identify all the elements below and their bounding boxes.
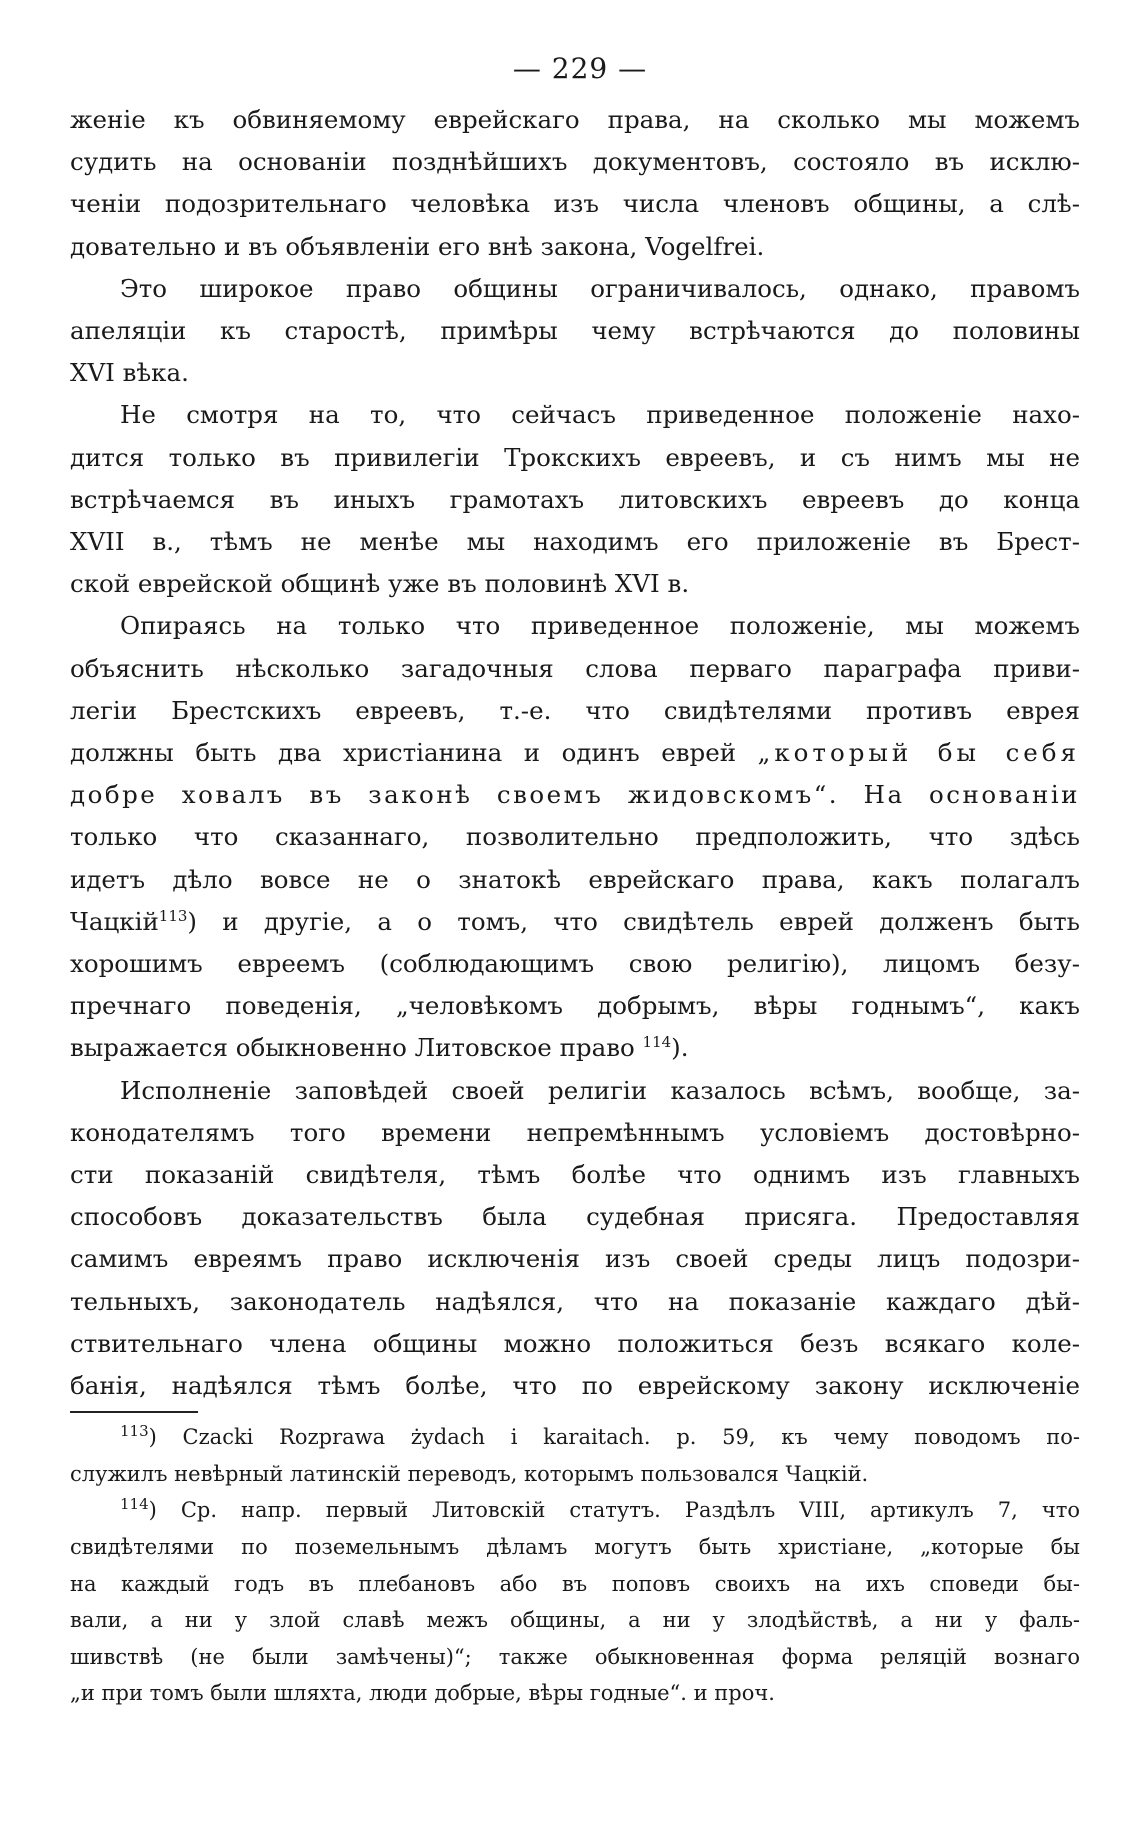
paragraph-5 — [70, 1070, 1080, 1408]
text-line: объяснить нѣсколько загадочныя слова перваго параграфа приви- — [70, 653, 1080, 683]
footnote-ref-114[interactable]: 114 — [642, 1033, 672, 1052]
text-line: сти показаній свидѣтеля, тѣмъ болѣе что однимъ изъ главныхъ — [70, 1160, 1080, 1190]
footnote-line — [70, 1419, 1080, 1456]
text-line: самимъ евреямъ право исключенія изъ своей среды лицъ подозри- — [70, 1244, 1080, 1274]
text-line: тельныхъ, законодатель надѣялся, что на показаніе каждаго дѣй- — [70, 1286, 1080, 1316]
footnote-line: на каждый годъ въ плебановъ або въ поповъ своихъ на ихъ споведи бы- — [70, 1571, 1080, 1596]
document-page — [70, 52, 1080, 1712]
text-line: пречнаго поведенія, „человѣкомъ добрымъ, вѣры годнымъ“, какъ — [70, 991, 1080, 1021]
text-segment: ). — [671, 1033, 689, 1063]
footnote-113 — [70, 1419, 1080, 1492]
text-line-with-footnote — [70, 1027, 1080, 1069]
text-line: ской еврейской общинѣ уже въ половинѣ XVI в. — [70, 569, 690, 599]
text-segment: должны быть два христіанина и одинъ еврей — [70, 738, 737, 768]
text-line: встрѣчаемся въ иныхъ грамотахъ литовскихъ евреевъ до конца — [70, 484, 1080, 514]
footnote-line: свидѣтелями по поземельнымъ дѣламъ могутъ быть христіане, „которые бы — [70, 1535, 1080, 1560]
text-segment: ) Ср. напр. первый Литовскій статутъ. Раздѣлъ VIII, артикулъ 7, что — [148, 1498, 1080, 1523]
text-line-with-quote — [70, 732, 1080, 774]
main-text — [70, 99, 1080, 1407]
text-line: только что сказаннаго, позволительно предположить, что здѣсь — [70, 822, 1080, 852]
text-segment: выражается обыкновенно Литовское право — [70, 1033, 635, 1063]
footnote-number: 114 — [120, 1495, 149, 1514]
text-line: легіи Брестскихъ евреевъ, т.-е. что свидѣтелями противъ еврея — [70, 695, 1080, 725]
text-line: апеляціи къ старостѣ, примѣры чему встрѣчаются до половины — [70, 316, 1080, 346]
paragraph-4 — [70, 605, 1080, 1069]
text-segment: ) и другіе, а о томъ, что свидѣтель еврей долженъ быть — [187, 906, 1080, 936]
footnote-line — [70, 1492, 1080, 1529]
footnote-line: вали, а ни у злой славѣ межъ общины, а ни у злодѣйствѣ, а ни у фаль- — [70, 1608, 1080, 1633]
text-line: добре ховалъ въ законѣ своемъ жидовскомъ“. На основаніи — [70, 780, 1080, 810]
paragraph-2 — [70, 268, 1080, 395]
text-line: идетъ дѣло вовсе не о знатокѣ еврейскаго права, какъ полагалъ — [70, 864, 1080, 894]
text-line-with-footnote — [70, 901, 1080, 943]
text-line: судить на основаніи позднѣйшихъ документовъ, состояло въ исклю- — [70, 147, 1080, 177]
footnote-line: служилъ невѣрный латинскій переводъ, которымъ пользовался Чацкій. — [70, 1461, 869, 1486]
text-line: дится только въ привилегіи Трокскихъ евреевъ, и съ нимъ мы не — [70, 442, 1080, 472]
page-number: — 229 — — [512, 52, 648, 85]
text-line: Исполненіе заповѣдей своей религіи казалось всѣмъ, вообще, за- — [120, 1075, 1080, 1105]
text-line: банія, надѣялся тѣмъ болѣе, что по еврейскому закону исключеніе — [70, 1371, 1080, 1401]
text-line: довательно и въ объявленіи его внѣ закона, Vogelfrei. — [70, 231, 765, 261]
spaced-quote: „который бы себя — [757, 738, 1080, 768]
footnotes — [70, 1419, 1080, 1712]
text-line: хорошимъ евреемъ (соблюдающимъ свою религію), лицомъ безу- — [70, 949, 1080, 979]
text-line: конодателямъ того времени непремѣннымъ условіемъ достовѣрно- — [70, 1117, 1080, 1147]
footnote-number: 113 — [120, 1422, 149, 1441]
footnote-line: „и при томъ были шляхта, люди добрые, вѣры годные“. и проч. — [70, 1681, 775, 1706]
paragraph-1 — [70, 99, 1080, 268]
paragraph-3 — [70, 394, 1080, 605]
text-line: Не смотря на то, что сейчасъ приведенное положеніе нахо- — [120, 400, 1080, 430]
text-line: XVI вѣка. — [70, 358, 189, 388]
footnote-divider — [70, 1411, 198, 1413]
text-segment: ) Czacki Rozprawa żydach i karaitach. p. 59, къ чему поводомъ по- — [148, 1425, 1080, 1450]
text-line: Это широкое право общины ограничивалось, однако, правомъ — [120, 273, 1080, 303]
footnote-114 — [70, 1492, 1080, 1712]
text-line: женіе къ обвиняемому еврейскаго права, на сколько мы можемъ — [70, 105, 1080, 134]
text-line: способовъ доказательствъ была судебная присяга. Предоставляя — [70, 1202, 1080, 1232]
text-line: XVII в., тѣмъ не менѣе мы находимъ его приложеніе въ Брест- — [70, 527, 1080, 557]
footnote-line: шивствѣ (не были замѣчены)“; также обыкновенная форма реляцій вознаго — [70, 1644, 1080, 1669]
footnote-ref-113[interactable]: 113 — [158, 906, 188, 925]
text-line: Опираясь на только что приведенное положеніе, мы можемъ — [120, 611, 1080, 641]
text-line: ствительнаго члена общины можно положиться безъ всякаго коле- — [70, 1328, 1080, 1358]
text-line: ченіи подозрительнаго человѣка изъ числа членовъ общины, а слѣ- — [70, 189, 1080, 219]
text-segment: Чацкій — [70, 906, 159, 936]
